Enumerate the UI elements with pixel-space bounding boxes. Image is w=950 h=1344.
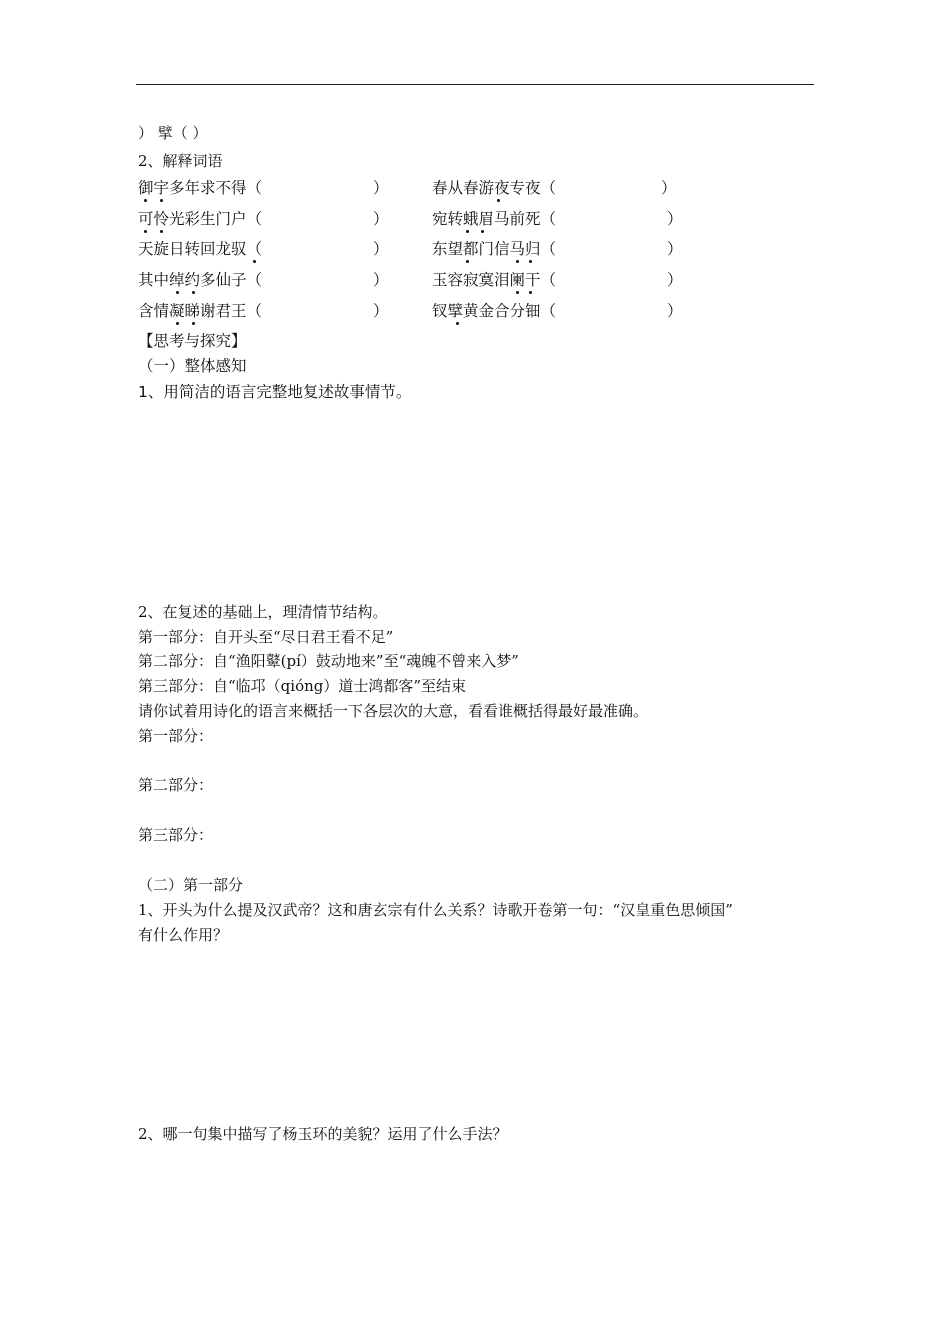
- emphasis-dot: [456, 322, 459, 325]
- think-explore-heading: 【思考与探究】: [138, 332, 247, 350]
- vocab-item: 玉容寂寞泪阑干（: [432, 271, 557, 289]
- vocab-item: 天旋日转回龙驭（: [138, 240, 263, 258]
- emphasis-dot: [160, 199, 163, 202]
- vocab-close-paren: ）: [373, 240, 389, 258]
- vocab-close-paren: ）: [667, 210, 683, 228]
- vocab-item: 可怜光彩生门户（: [138, 210, 263, 228]
- emphasis-dot: [176, 291, 179, 294]
- vocab-item: 御宇多年求不得（: [138, 179, 263, 197]
- continued-line: ） 擘（ ）: [138, 124, 208, 142]
- emphasis-dot: [481, 230, 484, 233]
- question-plot-structure: 2、在复述的基础上，理清情节结构。: [138, 603, 388, 621]
- instruction-text: 请你试着用诗化的语言来概括一下各层次的大意，看看谁概括得最好最准确。: [138, 702, 649, 720]
- emphasis-dot: [466, 260, 469, 263]
- vocab-close-paren: ）: [661, 179, 677, 197]
- header-rule: [136, 84, 814, 85]
- vocab-close-paren: ）: [373, 210, 389, 228]
- emphasis-dot: [466, 230, 469, 233]
- question-han-emperor-line1: 1、开头为什么提及汉武帝？这和唐玄宗有什么关系？诗歌开卷第一句：“汉皇重色思倾国”: [138, 901, 733, 919]
- vocab-item: 钗擘黄金合分钿（: [432, 302, 557, 320]
- vocab-close-paren: ）: [667, 240, 683, 258]
- vocab-close-paren: ）: [667, 302, 683, 320]
- part3-range: 第三部分：自“临邛（qióng）道士鸿都客”至结束: [138, 677, 467, 695]
- question-yang-yuhuan-beauty: 2、哪一句集中描写了杨玉环的美貌？运用了什么手法？: [138, 1125, 508, 1143]
- overall-perception-heading: （一）整体感知: [138, 357, 247, 375]
- vocab-close-paren: ）: [373, 179, 389, 197]
- vocab-close-paren: ）: [373, 302, 389, 320]
- emphasis-dot: [497, 199, 500, 202]
- emphasis-dot: [160, 230, 163, 233]
- vocab-close-paren: ）: [667, 271, 683, 289]
- question-retell-plot: 1、用简洁的语言完整地复述故事情节。: [138, 383, 412, 401]
- emphasis-dot: [529, 260, 532, 263]
- answer-part2-label: 第二部分：: [138, 776, 214, 794]
- emphasis-dot: [144, 199, 147, 202]
- emphasis-dot: [192, 322, 195, 325]
- vocab-item: 春从春游夜专夜（: [432, 179, 557, 197]
- answer-part1-label: 第一部分：: [138, 727, 214, 745]
- section-title-explain-words: 2、解释词语: [138, 152, 223, 170]
- part2-range: 第二部分：自“渔阳鼙(pí）鼓动地来”至“魂魄不曾来入梦”: [138, 652, 519, 670]
- part-one-heading: （二）第一部分: [138, 876, 244, 894]
- question-han-emperor-line2: 有什么作用？: [138, 926, 229, 944]
- vocab-item: 宛转蛾眉马前死（: [432, 210, 557, 228]
- vocab-item: 其中绰约多仙子（: [138, 271, 263, 289]
- emphasis-dot: [516, 260, 519, 263]
- emphasis-dot: [144, 230, 147, 233]
- emphasis-dot: [516, 291, 519, 294]
- emphasis-dot: [529, 291, 532, 294]
- emphasis-dot: [192, 291, 195, 294]
- emphasis-dot: [176, 322, 179, 325]
- answer-part3-label: 第三部分：: [138, 826, 214, 844]
- emphasis-dot: [253, 260, 256, 263]
- vocab-close-paren: ）: [373, 271, 389, 289]
- vocab-item: 东望都门信马归（: [432, 240, 557, 258]
- part1-range: 第一部分：自开头至“尽日君王看不足”: [138, 628, 394, 646]
- vocab-item: 含情凝睇谢君王（: [138, 302, 263, 320]
